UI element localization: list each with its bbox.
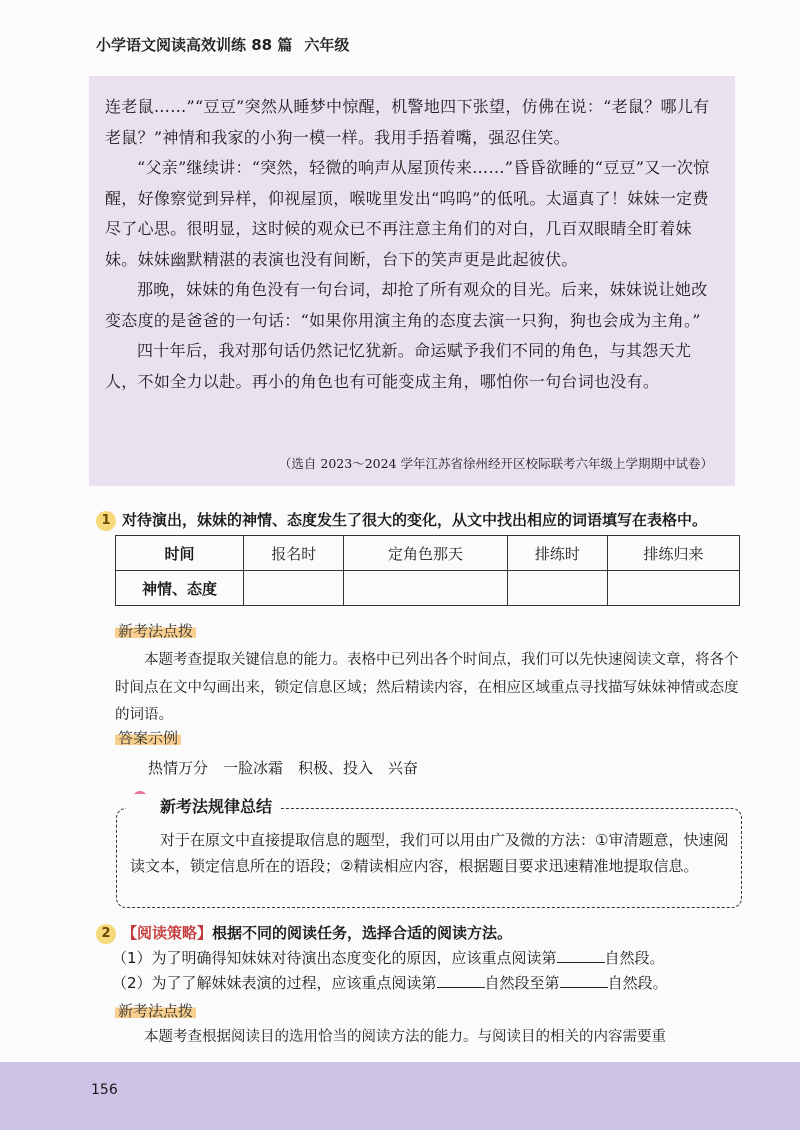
tip-text: 本题考查提取关键信息的能力。表格中已列出各个时间点，我们可以先快速阅读文章，将各个时间点在文中勾画出来，锁定信息区域；然后精读内容，在相应区域重点寻找描写妹妹神情或态度的词语。 — [115, 652, 739, 723]
sub-question-1: （1）为了明确得知妹妹对待演出态度变化的原因，应该重点阅读第 自然段。 — [112, 949, 665, 967]
reading-passage — [89, 76, 735, 486]
table-header-cell: 报名时 — [244, 536, 344, 571]
question-1-text: 对待演出，妹妹的神情、态度发生了很大的变化，从文中找出相应的词语填写在表格中。 — [122, 511, 708, 529]
tip-label: 新考法点拨 — [115, 1000, 196, 1021]
page-header — [96, 34, 349, 55]
page-number: 156 — [91, 1082, 118, 1098]
passage-paragraph-1: 连老鼠……”“豆豆”突然从睡梦中惊醒，机警地四下张望，仿佛在说：“老鼠？哪儿有老鼠？”神情和我家的小狗一模一样。我用手捂着嘴，强忍住笑。 — [105, 97, 710, 147]
passage-source: （选自 2023～2024 学年江苏省徐州经开区校际联考六年级上学期期中试卷） — [278, 456, 713, 471]
passage-paragraph-3: 那晚，妹妹的角色没有一句台词，却抢了所有观众的目光。后来，妹妹说让她改变态度的是爸爸的一句话：“如果你用演主角的态度去演一只狗，狗也会成为主角。” — [105, 280, 708, 330]
answer-example: 热情万分 一脸冰霜 积极、投入 兴奋 — [148, 759, 419, 777]
summary-title: 新考法规律总结 — [126, 794, 280, 817]
fill-blank[interactable] — [437, 973, 485, 988]
summary-text: 对于在原文中直接提取信息的题型，我们可以用由广及微的方法：①审清题意，快速阅读文本，锁定信息所在的语段；②精读相应内容，根据题目要求迅速精准地提取信息。 — [130, 831, 729, 875]
table-row-label: 神情、态度 — [116, 571, 244, 606]
grade-label: 六年级 — [304, 36, 350, 54]
table-header-cell: 时间 — [116, 536, 244, 571]
book-title: 小学语文阅读高效训练 88 篇 — [96, 36, 293, 54]
answer-cell[interactable] — [608, 571, 740, 606]
table-header-cell: 排练归来 — [608, 536, 740, 571]
answer-table — [115, 535, 740, 606]
table-row — [116, 536, 740, 571]
answer-cell[interactable] — [244, 571, 344, 606]
tip-text: 本题考查根据阅读目的选用恰当的阅读方法的能力。与阅读目的相关的内容需要重 — [144, 1029, 666, 1045]
sub-question-2: （2）为了了解妹妹表演的过程，应该重点阅读第 自然段至第 自然段。 — [112, 974, 668, 992]
question-number-badge: 1 — [96, 511, 116, 531]
page-footer — [0, 1062, 800, 1130]
question-2-text: 根据不同的阅读任务，选择合适的阅读方法。 — [212, 924, 513, 942]
fill-blank[interactable] — [560, 973, 608, 988]
table-header-cell: 定角色那天 — [344, 536, 507, 571]
tip-label: 新考法点拨 — [115, 620, 196, 641]
strategy-label: 【阅读策略】 — [122, 924, 213, 942]
answer-cell[interactable] — [344, 571, 507, 606]
fill-blank[interactable] — [557, 948, 605, 963]
answer-cell[interactable] — [507, 571, 607, 606]
question-1 — [96, 509, 707, 531]
table-header-cell: 排练时 — [507, 536, 607, 571]
passage-paragraph-2: “父亲”继续讲：“突然，轻微的响声从屋顶传来……”昏昏欲睡的“豆豆”又一次惊醒，好像察觉到异样，仰视屋顶，喉咙里发出“呜呜”的低吼。太逼真了！妹妹一定费尽了心思。很明显，这时候的观众已不再注意主角们的对白，几百双眼睛全盯着妹妹。妹妹幽默精湛的表演也没有间断，台下的笑声更是此起彼伏。 — [105, 158, 710, 269]
question-2 — [96, 922, 512, 944]
passage-paragraph-4: 四十年后，我对那句话仍然记忆犹新。命运赋予我们不同的角色，与其怨天尤人，不如全力以赴。再小的角色也有可能变成主角，哪怕你一句台词也没有。 — [105, 341, 692, 391]
table-row — [116, 571, 740, 606]
question-number-badge: 2 — [96, 924, 116, 944]
answer-label: 答案示例 — [115, 727, 181, 748]
